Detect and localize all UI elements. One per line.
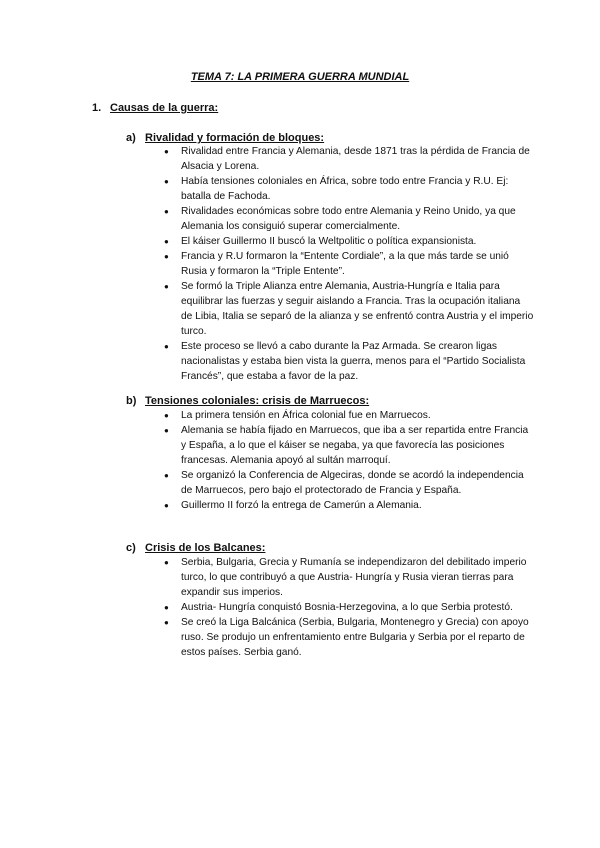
list-item: ● Austria- Hungría conquistó Bosnia-Herzegovina, a lo que Serbia protestó. <box>164 600 534 615</box>
subsection-letter: b) <box>126 395 137 407</box>
section-heading <box>92 102 218 114</box>
subsection-letter: c) <box>126 542 136 554</box>
subsection-heading-a <box>126 132 324 144</box>
subsection-letter: a) <box>126 132 136 144</box>
list-item: ● Había tensiones coloniales en África, sobre todo entre Francia y R.U. Ej: batalla de Fachoda. <box>164 174 534 204</box>
bullet-list-c <box>164 555 534 660</box>
section-number: 1. <box>92 102 102 114</box>
section-title: Causas de la guerra: <box>110 102 219 114</box>
list-item: ● Este proceso se llevó a cabo durante la Paz Armada. Se crearon ligas nacionalistas y estaba bien vista la guerra, menos para el “Partido Socialista Francés”, que estaba a favor de la paz. <box>164 339 534 384</box>
subsection-heading-c <box>126 542 265 554</box>
subsection-heading-b <box>126 395 369 407</box>
list-item: ● El káiser Guillermo II buscó la Weltpolitic o política expansionista. <box>164 234 534 249</box>
list-item: ● Se creó la Liga Balcánica (Serbia, Bulgaria, Montenegro y Grecia) con apoyo ruso. Se produjo un enfrentamiento entre Bulgaria y Serbia por el reparto de estos países. Serbia ganó. <box>164 615 534 660</box>
list-item: ● Se formó la Triple Alianza entre Alemania, Austria-Hungría e Italia para equilibrar las fuerzas y seguir aislando a Francia. Tras la ocupación italiana de Libia, Italia se separó de la alianza y se enfrentó contra Austria y el imperio turco. <box>164 279 534 339</box>
subsection-title: Rivalidad y formación de bloques: <box>145 132 325 144</box>
subsection-title: Crisis de los Balcanes: <box>145 542 266 554</box>
list-item: ● Rivalidades económicas sobre todo entre Alemania y Reino Unido, ya que Alemania los consiguió superar comercialmente. <box>164 204 534 234</box>
list-item: ● La primera tensión en África colonial fue en Marruecos. <box>164 408 534 423</box>
list-item: ● Rivalidad entre Francia y Alemania, desde 1871 tras la pérdida de Francia de Alsacia y Lorena. <box>164 144 534 174</box>
list-item: ● Se organizó la Conferencia de Algeciras, donde se acordó la independencia de Marruecos, pero bajo el protectorado de Francia y España. <box>164 468 534 498</box>
list-item: ● Francia y R.U formaron la “Entente Cordiale”, a la que más tarde se unió Rusia y formaron la “Triple Entente”. <box>164 249 534 279</box>
list-item: ● Guillermo II forzó la entrega de Camerún a Alemania. <box>164 498 534 513</box>
bullet-list-a <box>164 144 534 384</box>
bullet-list-b <box>164 408 534 513</box>
page-title: TEMA 7: LA PRIMERA GUERRA MUNDIAL <box>190 71 410 83</box>
list-item: ● Alemania se había fijado en Marruecos, que iba a ser repartida entre Francia y España, a lo que el káiser se negaba, ya que favorecía las posiciones francesas. Alemania apoyó al sultán marroquí. <box>164 423 534 468</box>
list-item: ● Serbia, Bulgaria, Grecia y Rumanía se independizaron del debilitado imperio turco, lo que contribuyó a que Austria- Hungría y Rusia vieran tierras para expandir sus imperios. <box>164 555 534 600</box>
subsection-title: Tensiones coloniales: crisis de Marruecos: <box>145 395 370 407</box>
